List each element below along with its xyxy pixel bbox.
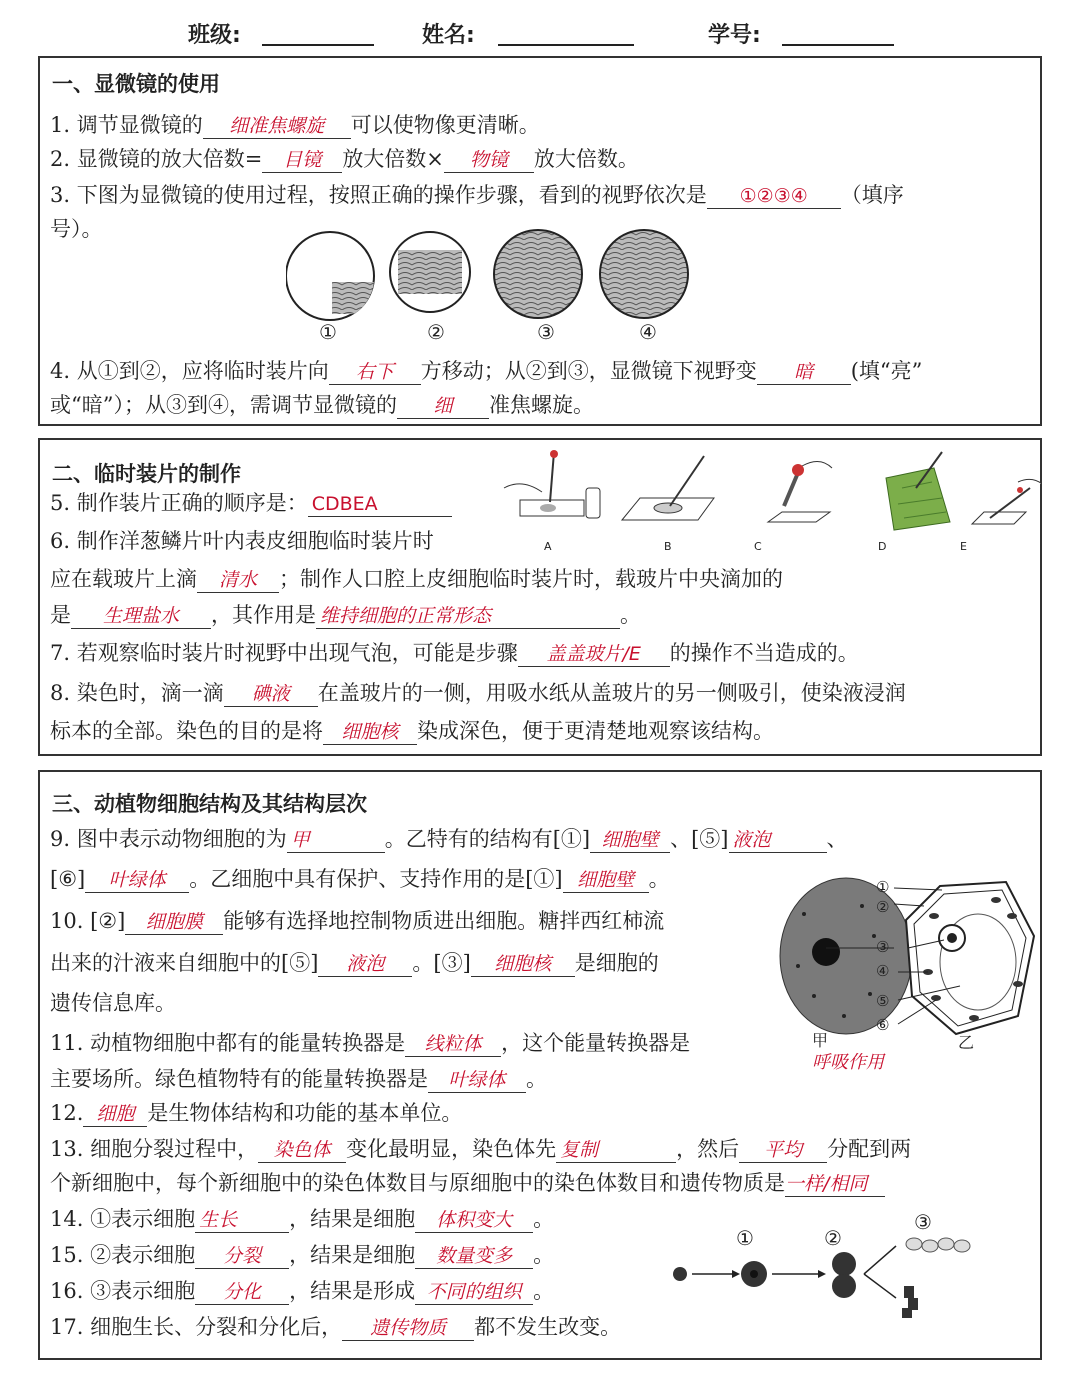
question-8: 8. 染色时，滴一滴 碘液 在盖玻片的一侧，用吸水纸从盖玻片的另一侧吸引，使染液浸润 [50, 681, 906, 705]
slide-steps-figure [502, 448, 1042, 548]
view-4 [600, 230, 688, 318]
tissue-type-2 [902, 1286, 918, 1318]
question-5: 5. 制作装片正确的顺序是： CDBEA [50, 488, 452, 518]
answer: 叶绿体 [428, 1068, 526, 1093]
step-label: B [664, 540, 672, 553]
answer: 平均 [739, 1138, 827, 1163]
class-field[interactable] [262, 44, 374, 46]
question-3: 3. 下图为显微镜的使用过程，按照正确的操作步骤，看到的视野依次是 ①②③④ （填序 [50, 183, 904, 207]
answer: 细胞 [83, 1102, 147, 1127]
question-9-cont: [⑥] 叶绿体 。乙细胞中具有保护、支持作用的是[①] 细胞壁 。 [50, 867, 670, 891]
animal-nucleus [812, 938, 840, 966]
process-label: ① [736, 1226, 754, 1250]
answer: 线粒体 [405, 1032, 501, 1057]
answer: 分化 [195, 1280, 289, 1305]
answer: 数量变多 [415, 1244, 533, 1269]
question-3-cont: 号）。 [50, 217, 103, 241]
answer: 液泡 [318, 952, 412, 977]
tissue-type-1 [906, 1238, 970, 1252]
answer: 碘液 [224, 682, 318, 707]
answer: 生理盐水 [71, 604, 211, 629]
question-8-cont: 标本的全部。染色的目的是将 细胞核 染成深色，便于更清楚地观察该结构。 [50, 719, 774, 743]
section-title: 一、显微镜的使用 [52, 72, 220, 96]
answer: 细胞核 [323, 720, 417, 745]
cell-label: ① [876, 878, 890, 896]
cell-label: ⑤ [876, 992, 890, 1010]
answer: 细胞壁 [590, 828, 670, 853]
step-c-illustration [768, 461, 832, 522]
answer: 生长 [195, 1208, 289, 1233]
question-14: 14. ①表示细胞 生长 ，结果是细胞 体积变大 。 [50, 1207, 555, 1231]
section-microscope [38, 56, 1042, 426]
section-title: 二、临时装片的制作 [52, 462, 241, 486]
answer: CDBEA [308, 492, 452, 517]
cell-label: ④ [876, 962, 890, 980]
view-label: ③ [537, 320, 555, 344]
answer: 右下 [329, 360, 421, 385]
specimen-patch [332, 282, 374, 314]
answer: 不同的组织 [415, 1280, 533, 1305]
step-d-illustration [886, 452, 950, 530]
answer: 物镜 [444, 148, 534, 173]
question-6-cont: 应在载玻片上滴 清水 ；制作人口腔上皮细胞临时装片时，载玻片中央滴加的 [50, 567, 783, 591]
question-11-cont: 主要场所。绿色植物特有的能量转换器是 叶绿体 。 [50, 1067, 547, 1091]
cell-label: ③ [876, 938, 890, 956]
answer: 一样/相同 [785, 1172, 885, 1197]
answer: 叶绿体 [85, 868, 189, 893]
question-16: 16. ③表示细胞 分化 ，结果是形成 不同的组织 。 [50, 1279, 555, 1303]
name-label: 姓名: [422, 23, 475, 48]
step-label: C [754, 540, 762, 553]
question-6-cont2: 是 生理盐水 ，其作用是 维持细胞的正常形态 。 [50, 603, 641, 627]
step-e-illustration [972, 479, 1042, 524]
name-field[interactable] [498, 44, 634, 46]
step-a-illustration [504, 450, 600, 518]
process-label: ② [824, 1226, 842, 1250]
answer: 盖盖玻片/E [518, 642, 670, 667]
section-slide-preparation [38, 438, 1042, 756]
answer: ①②③④ [707, 184, 841, 209]
section-cell-structure [38, 770, 1042, 1360]
answer: 细胞壁 [563, 868, 649, 893]
question-7: 7. 若观察临时装片时视野中出现气泡，可能是步骤 盖盖玻片/E 的操作不当造成的。 [50, 641, 859, 665]
step-label: D [878, 540, 887, 553]
id-label: 学号: [708, 23, 761, 48]
question-4-cont: 或“暗”）；从③到④，需调节显微镜的 细 准焦螺旋。 [50, 393, 594, 417]
step-label: A [544, 540, 552, 553]
question-10: 10. [②] 细胞膜 能够有选择地控制物质进出细胞。糖拌西红柿流 [50, 909, 665, 933]
question-1: 1. 调节显微镜的 细准焦螺旋 可以使物像更清晰。 [50, 113, 540, 137]
cell-label: ② [876, 898, 890, 916]
answer: 细胞核 [471, 952, 575, 977]
section-title: 三、动植物细胞结构及其结构层次 [52, 792, 367, 816]
cell-label: ⑥ [876, 1016, 890, 1034]
answer: 细 [397, 394, 489, 419]
answer: 分裂 [195, 1244, 289, 1269]
cell-diagram [774, 876, 1036, 1042]
question-6: 6. 制作洋葱鳞片叶内表皮细胞临时装片时 [50, 529, 434, 553]
question-9: 9. 图中表示动物细胞的为 甲 。乙特有的结构有[①] 细胞壁 、[⑤] 液泡 、 [50, 827, 848, 851]
answer: 遗传物质 [342, 1316, 474, 1341]
step-label: E [960, 540, 967, 553]
view-label: ④ [639, 320, 657, 344]
answer: 细胞膜 [125, 910, 223, 935]
question-15: 15. ②表示细胞 分裂 ，结果是细胞 数量变多 。 [50, 1243, 555, 1267]
answer: 复制 [556, 1138, 676, 1163]
view-label: ② [427, 320, 445, 344]
question-11: 11. 动植物细胞中都有的能量转换器是 线粒体 ，这个能量转换器是 [50, 1031, 691, 1055]
question-2: 2. 显微镜的放大倍数= 目镜 放大倍数× 物镜 放大倍数。 [50, 147, 639, 171]
question-10-cont2: 遗传信息库。 [50, 991, 176, 1015]
question-17: 17. 细胞生长、分裂和分化后， 遗传物质 都不发生改变。 [50, 1315, 622, 1339]
id-field[interactable] [782, 44, 894, 46]
question-4: 4. 从①到②，应将临时装片向 右下 方移动；从②到③，显微镜下视野变 暗 (填“亮” [50, 359, 923, 383]
answer: 体积变大 [415, 1208, 533, 1233]
cell-jia-label: 甲 [812, 1031, 829, 1050]
answer: 目镜 [262, 148, 342, 173]
respiration-note: 呼吸作用 [812, 1052, 884, 1073]
cell-yi-label: 乙 [958, 1033, 975, 1052]
answer: 清水 [197, 568, 279, 593]
step-b-illustration [622, 456, 714, 520]
answer: 液泡 [729, 828, 827, 853]
specimen-patch [398, 250, 462, 294]
answer: 染色体 [258, 1138, 346, 1163]
process-label: ③ [914, 1210, 932, 1234]
question-10-cont: 出来的汁液来自细胞中的[⑤] 液泡 。[③] 细胞核 是细胞的 [50, 951, 659, 975]
view-label: ① [319, 320, 337, 344]
answer: 维持细胞的正常形态 [316, 604, 620, 629]
answer: 暗 [757, 360, 851, 385]
question-12: 12. 细胞 是生物体结构和功能的基本单位。 [50, 1101, 463, 1125]
question-13: 13. 细胞分裂过程中， 染色体 变化最明显，染色体先 复制 ，然后 平均 分配到两 [50, 1137, 912, 1161]
answer: 甲 [287, 828, 385, 853]
student-info-header [0, 14, 1080, 54]
animal-cell-jia [780, 878, 912, 1034]
view-3 [494, 230, 582, 318]
answer: 细准焦螺旋 [203, 114, 351, 139]
class-label: 班级: [188, 23, 241, 48]
question-13-cont: 个新细胞中，每个新细胞中的染色体数目与原细胞中的染色体数目和遗传物质是一样/相同 [50, 1168, 885, 1198]
